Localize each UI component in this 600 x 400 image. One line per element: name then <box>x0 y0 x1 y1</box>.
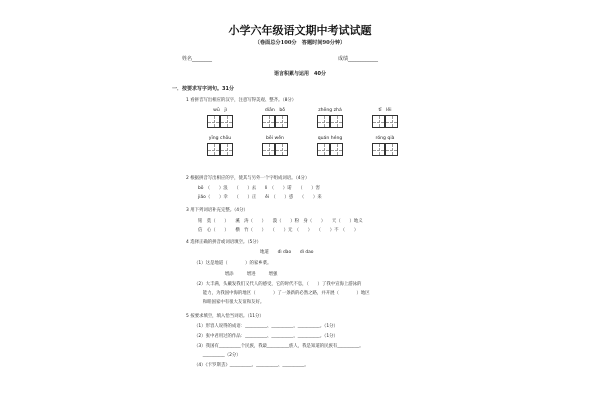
page-title: 小学六年级语文期中考试试题 <box>228 24 372 37</box>
pinyin-label: wū jì <box>213 108 227 113</box>
question-4-options: 地道 dì dào dì dao <box>260 250 314 255</box>
question-4-row: （2）大丰满，头戴发我们又代人的感受，它的时代不息，（ ）了我中宣海上游泳的 <box>194 282 362 287</box>
question-5-row: __________（2分） <box>194 353 241 358</box>
pinyin-label: róng qià <box>375 136 395 141</box>
char-box[interactable] <box>330 115 343 128</box>
pinyin-item <box>308 136 352 156</box>
char-box[interactable] <box>372 115 385 128</box>
pinyin-item <box>253 108 297 128</box>
question-4-row: 增添 增进 增强 <box>194 272 278 277</box>
name-field: 姓名________ <box>182 56 213 62</box>
char-box[interactable] <box>262 143 275 156</box>
pinyin-item <box>363 108 407 128</box>
pinyin-label: tī lěi <box>378 108 392 113</box>
pinyin-item <box>308 108 352 128</box>
pinyin-item <box>363 136 407 156</box>
char-box[interactable] <box>317 143 330 156</box>
char-box[interactable] <box>275 143 288 156</box>
part-one-heading: 一．按要求写字词句。31分 <box>172 86 234 92</box>
char-box[interactable] <box>207 143 220 156</box>
char-box[interactable] <box>385 143 398 156</box>
pinyin-item <box>198 136 242 156</box>
question-2-row: bō （ ）浪 （ ）去 lì （ ）诺 （ ）害 <box>198 186 321 191</box>
question-3-row: 信 心（ ） 横 竹（ ） （ ）无 （ ） （ ）不 （ ） <box>198 228 359 233</box>
question-4-row: 和睦国家中有很大友谊和友好。 <box>194 300 265 305</box>
question-2: 2 根据拼音写出相应的字，使其与另外一个字组成词语。（4分） <box>186 176 310 181</box>
pinyin-item <box>198 108 242 128</box>
pinyin-label: diān bǒ <box>264 108 286 113</box>
question-4-row: 能力，为我国中海的地区（ ）了一条新的必然之路，并开展（ ）地区 <box>194 291 370 296</box>
char-box[interactable] <box>330 143 343 156</box>
char-box[interactable] <box>220 115 233 128</box>
pinyin-item <box>253 136 297 156</box>
question-3: 3 用下列词语补充完整。（4分） <box>186 208 248 213</box>
pinyin-label: bēi wěn <box>266 136 284 141</box>
char-box[interactable] <box>275 115 288 128</box>
question-4-row: （1）这是地道（ ）的家乡菜。 <box>194 261 272 266</box>
question-5-row: （4）《卡罗斯丢》__________、__________、__________。 <box>194 363 309 368</box>
pinyin-label: quán héng <box>317 136 343 141</box>
question-5-row: （1）形容人说得的成语：__________、__________、__________。（1分） <box>194 324 338 329</box>
char-box[interactable] <box>385 115 398 128</box>
question-5: 5 按要求填空，填入恰当词语。（11分） <box>186 314 264 319</box>
exam-subtitle: （卷面总分100分 答题时间90分钟） <box>254 40 346 46</box>
char-box[interactable] <box>207 115 220 128</box>
char-box[interactable] <box>317 115 330 128</box>
pinyin-label: zhēng zhá <box>318 108 342 113</box>
question-4: 4 选择正确的拼音或词语填空。（5分） <box>186 240 262 245</box>
question-3-row: 铭 莫（ ） 溪 涛（ ） 漠（ ）粉 身（ ） 天（ ）地义 <box>198 219 363 224</box>
question-5-row: （2）张中君用过的作品：__________、__________、__________。（1分） <box>194 334 338 339</box>
question-2-row: jiǎo（ ）幸 （ ）正 ěi （ ）惑 （ ）来 <box>198 195 322 200</box>
question-5-row: （3）我国有__________个民族，我最__________族人，我是知道的民族有__________。 <box>194 344 364 349</box>
exam-paper <box>160 18 440 398</box>
char-box[interactable] <box>220 143 233 156</box>
pinyin-label: yīng chōu <box>208 136 232 141</box>
char-box[interactable] <box>372 143 385 156</box>
section-heading: 语言积累与运用 40分 <box>274 71 326 77</box>
question-1: 1 看拼音写出相应的汉字，注意写得美观、整齐。（8分） <box>186 98 297 103</box>
score-field: 成绩____________ <box>338 56 379 62</box>
char-box[interactable] <box>262 115 275 128</box>
